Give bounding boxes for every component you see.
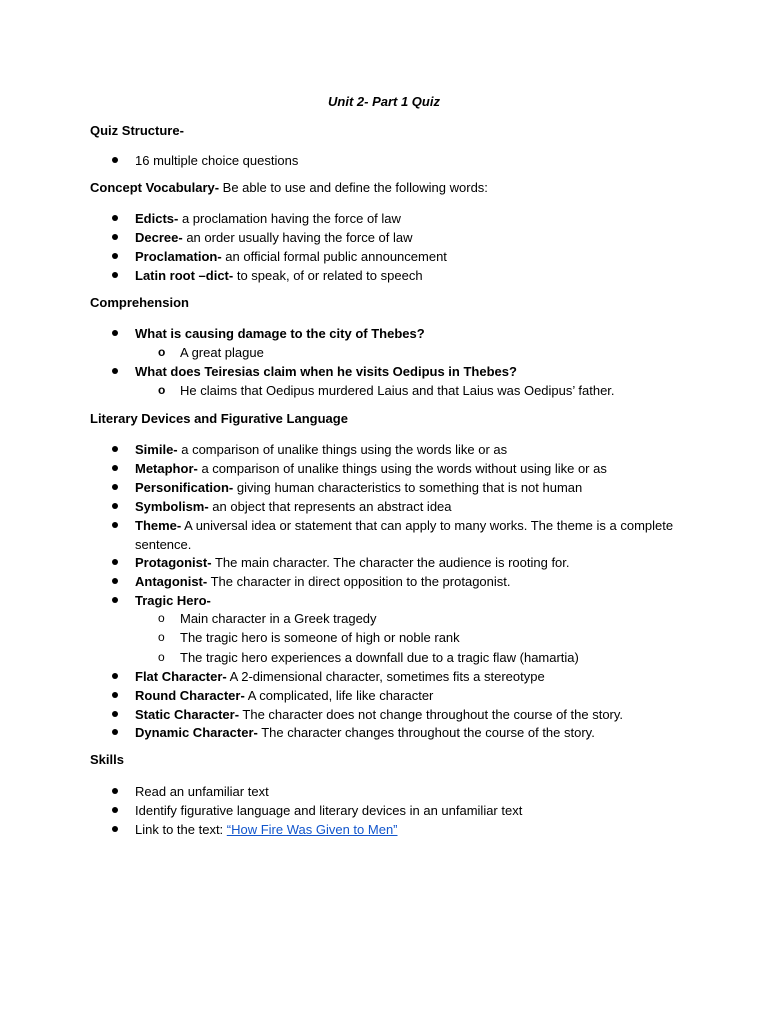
question-text: What is causing damage to the city of Thebes? xyxy=(135,326,425,341)
literary-term: Metaphor- xyxy=(135,461,198,476)
bullet-icon xyxy=(112,446,118,452)
answer-text: He claims that Oedipus murdered Laius and that Laius was Oedipus’ father. xyxy=(180,383,615,398)
literary-def: A complicated, life like character xyxy=(244,688,434,703)
sub-bullet-icon: o xyxy=(158,630,165,644)
bullet-icon xyxy=(112,729,118,735)
sub-bullet-icon: o xyxy=(158,611,165,625)
vocab-def: an official formal public announcement xyxy=(221,249,447,264)
literary-def: The character does not change throughout the course of the story. xyxy=(239,707,624,722)
bullet-icon xyxy=(112,522,118,528)
sub-bullet-icon: o xyxy=(158,650,165,664)
vocab-term: Decree- xyxy=(135,230,183,245)
literary-def: A 2-dimensional character, sometimes fits a stereotype xyxy=(226,669,545,684)
vocab-term: Proclamation- xyxy=(135,249,222,264)
bullet-icon xyxy=(112,272,118,278)
literary-def: giving human characteristics to something that is not human xyxy=(233,480,583,495)
literary-def: a comparison of unalike things using the words like or as xyxy=(177,442,508,457)
page-title: Unit 2- Part 1 Quiz xyxy=(328,94,440,109)
bullet-icon xyxy=(112,559,118,565)
question-text: What does Teiresias claim when he visits Oedipus in Thebes? xyxy=(135,364,517,379)
literary-term: Theme- xyxy=(135,518,182,533)
bullet-icon xyxy=(112,215,118,221)
skills-heading: Skills xyxy=(90,752,124,767)
list-item-text: 16 multiple choice questions xyxy=(135,153,299,168)
literary-def: A universal idea or statement that can apply to many works. The theme is a complete sentence. xyxy=(135,518,674,552)
link-prefix: Link to the text: xyxy=(135,822,227,837)
literary-term: Round Character- xyxy=(135,688,245,703)
comprehension-heading: Comprehension xyxy=(90,295,189,310)
bullet-icon xyxy=(112,253,118,259)
bullet-icon xyxy=(112,503,118,509)
concept-vocab-line xyxy=(90,180,488,195)
skills-text: Identify figurative language and literary devices in an unfamiliar text xyxy=(135,803,523,818)
literary-heading: Literary Devices and Figurative Language xyxy=(90,411,348,426)
literary-term: Personification- xyxy=(135,480,234,495)
literary-term: Protagonist- xyxy=(135,555,212,570)
literary-term: Tragic Hero- xyxy=(135,593,211,608)
literary-def: The main character. The character the audience is rooting for. xyxy=(211,555,570,570)
literary-def: The character in direct opposition to the protagonist. xyxy=(207,574,511,589)
concept-vocab-heading: Concept Vocabulary- xyxy=(90,180,220,195)
bullet-icon xyxy=(112,711,118,717)
literary-def: a comparison of unalike things using the words without using like or as xyxy=(197,461,607,476)
literary-term: Antagonist- xyxy=(135,574,208,589)
bullet-icon xyxy=(112,157,118,163)
concept-vocab-intro: Be able to use and define the following words: xyxy=(219,180,488,195)
vocab-term: Edicts- xyxy=(135,211,179,226)
vocab-def: to speak, of or related to speech xyxy=(233,268,423,283)
literary-term: Dynamic Character- xyxy=(135,725,258,740)
sub-item-text: Main character in a Greek tragedy xyxy=(180,611,377,626)
bullet-icon xyxy=(112,578,118,584)
bullet-icon xyxy=(112,788,118,794)
literary-term: Simile- xyxy=(135,442,178,457)
text-link[interactable]: “How Fire Was Given to Men” xyxy=(226,822,398,837)
literary-def: The character changes throughout the course of the story. xyxy=(257,725,595,740)
sub-bullet-icon: o xyxy=(158,345,166,359)
answer-text: A great plague xyxy=(180,345,264,360)
bullet-icon xyxy=(112,330,118,336)
bullet-icon xyxy=(112,673,118,679)
vocab-term: Latin root –dict- xyxy=(135,268,234,283)
bullet-icon xyxy=(112,484,118,490)
skills-text: Read an unfamiliar text xyxy=(135,784,269,799)
literary-term: Flat Character- xyxy=(135,669,227,684)
literary-term: Symbolism- xyxy=(135,499,209,514)
bullet-icon xyxy=(112,368,118,374)
bullet-icon xyxy=(112,597,118,603)
quiz-structure-heading: Quiz Structure- xyxy=(90,123,184,138)
bullet-icon xyxy=(112,807,118,813)
bullet-icon xyxy=(112,692,118,698)
bullet-icon xyxy=(112,234,118,240)
literary-term: Static Character- xyxy=(135,707,240,722)
bullet-icon xyxy=(112,826,118,832)
sub-item-text: The tragic hero experiences a downfall due to a tragic flaw (hamartia) xyxy=(180,650,579,665)
sub-item-text: The tragic hero is someone of high or noble rank xyxy=(180,630,460,645)
vocab-def: an order usually having the force of law xyxy=(182,230,413,245)
vocab-def: a proclamation having the force of law xyxy=(178,211,401,226)
sub-bullet-icon: o xyxy=(158,383,166,397)
bullet-icon xyxy=(112,465,118,471)
literary-def: an object that represents an abstract idea xyxy=(208,499,452,514)
